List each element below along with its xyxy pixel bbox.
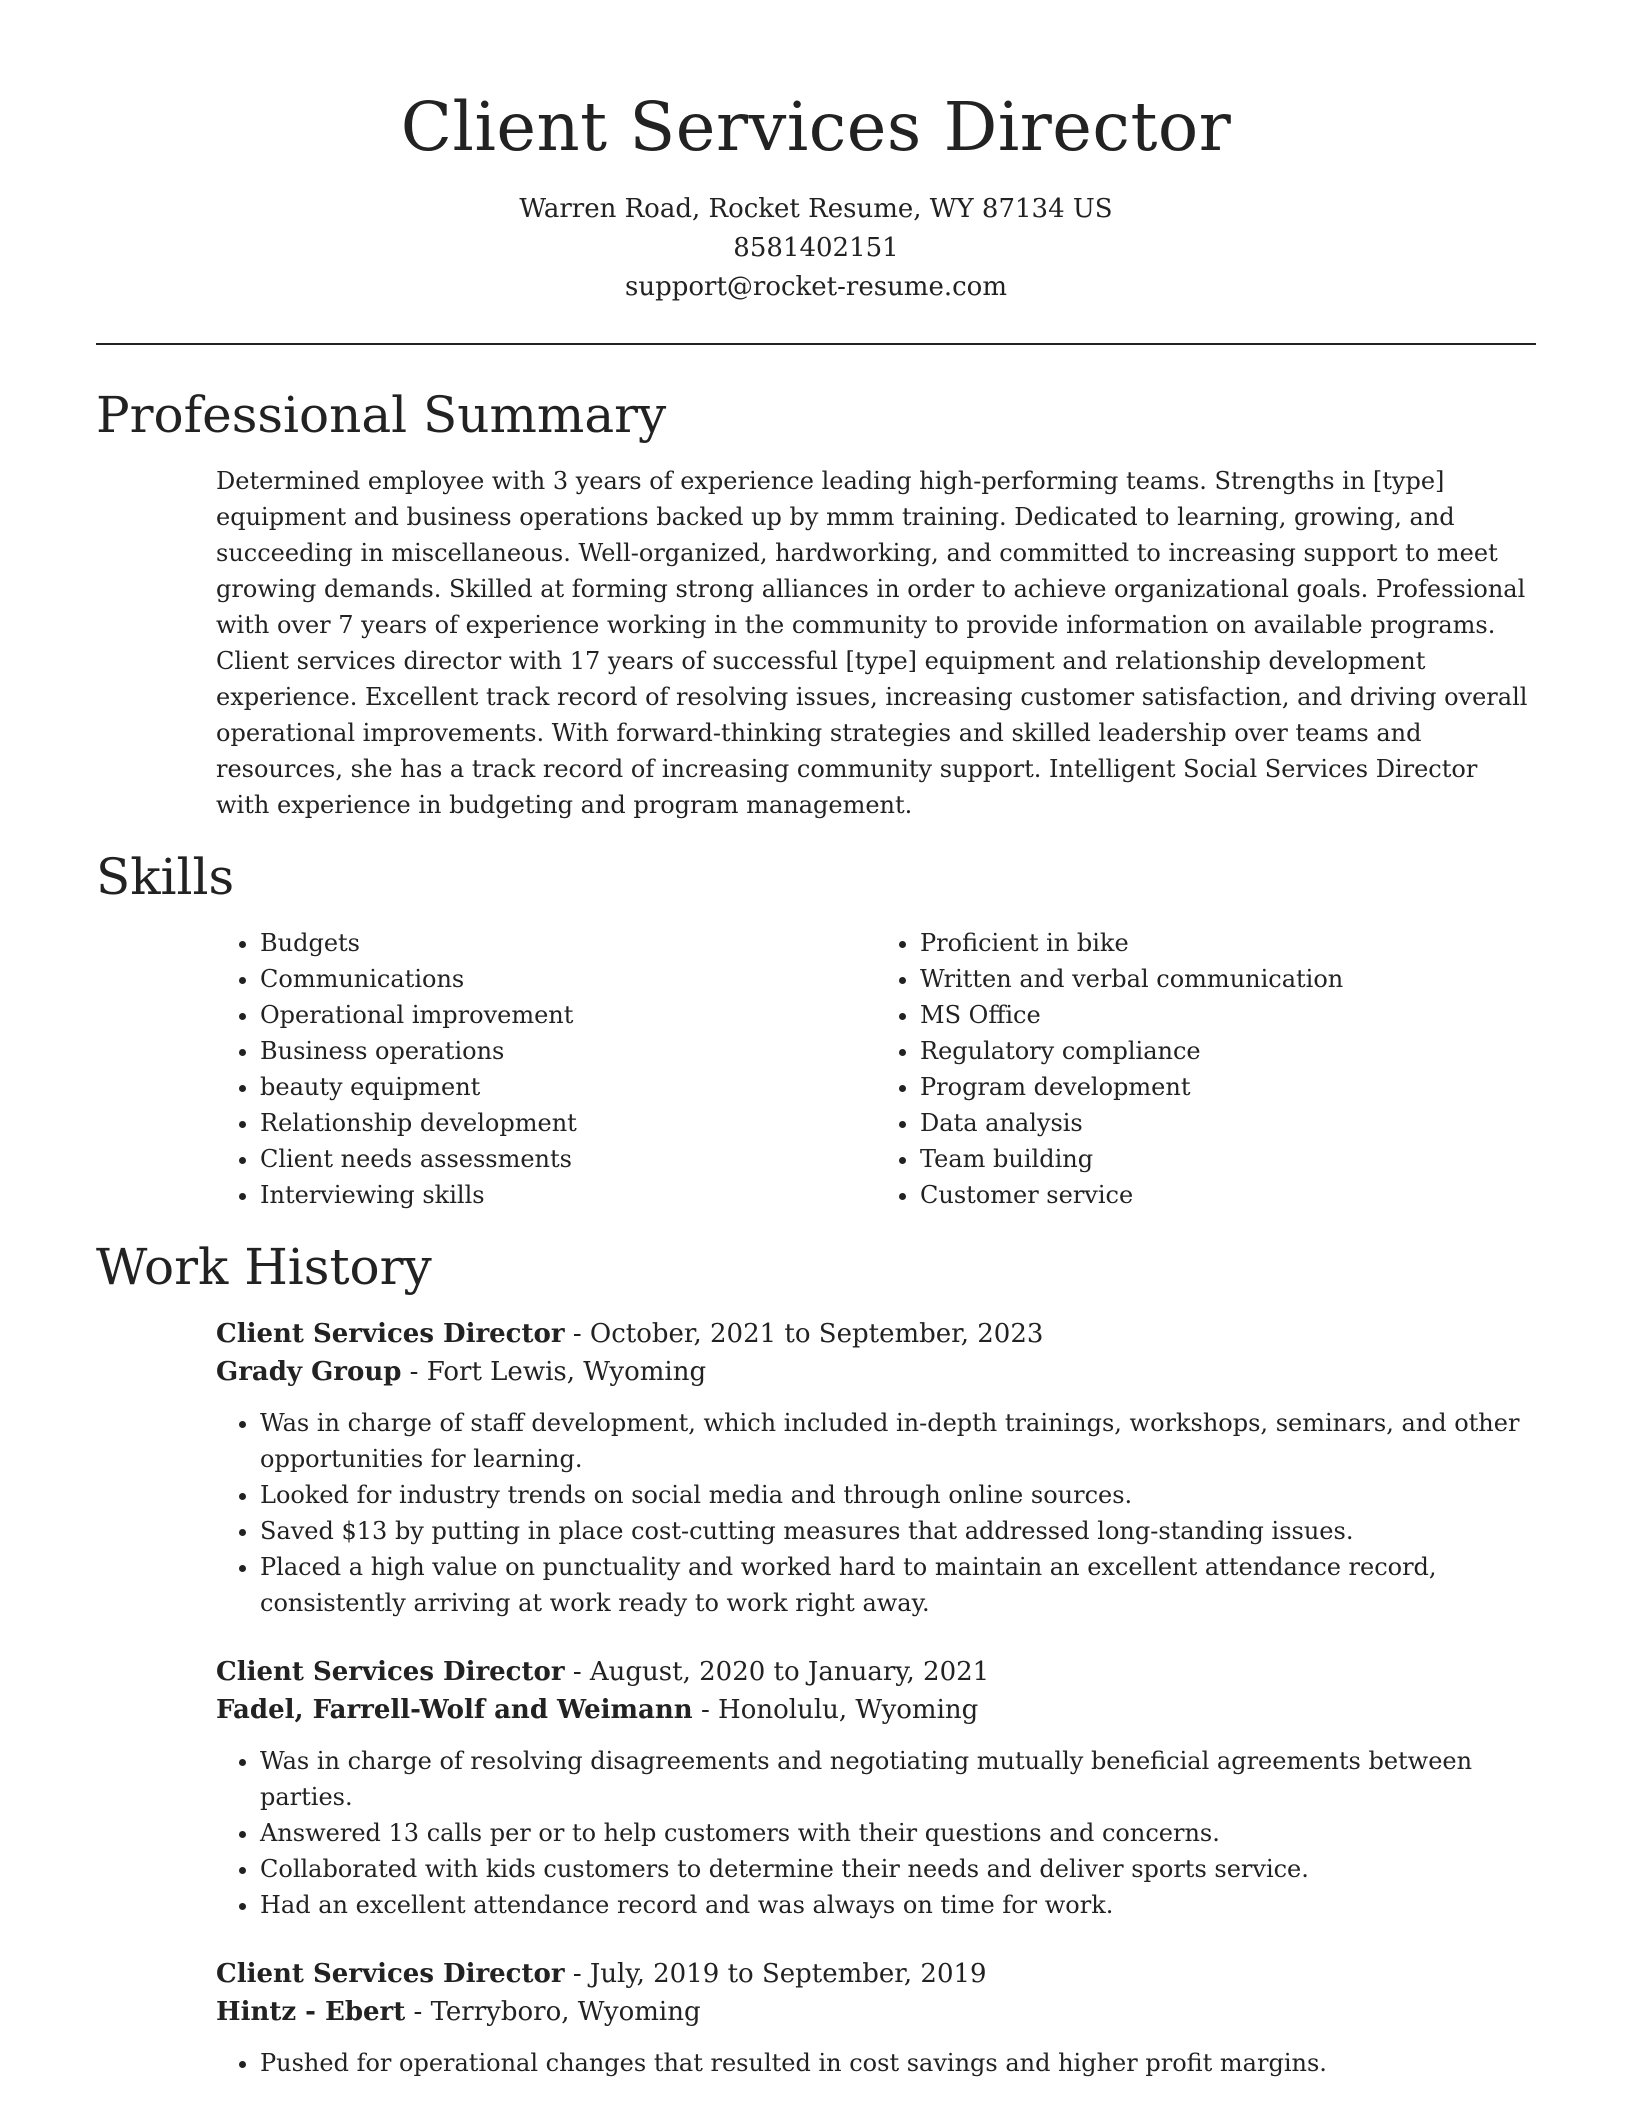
- job-entry: [216, 1315, 1536, 1621]
- header-divider: [96, 343, 1536, 345]
- work-history-section: [96, 1237, 1536, 2081]
- skill-item: • Proficient in bike: [920, 925, 1536, 961]
- job-entry: [216, 1955, 1536, 2081]
- job-bullet: • Answered 13 calls per or to help customers with their questions and concerns.: [260, 1815, 1536, 1851]
- separator: -: [564, 1319, 590, 1349]
- skill-item: • beauty equipment: [260, 1069, 876, 1105]
- job-dates: August, 2020 to January, 2021: [589, 1657, 990, 1687]
- job-bullets: [216, 1405, 1536, 1621]
- skills-section: [96, 847, 1536, 1213]
- resume-header: [0, 0, 1632, 307]
- skill-item: • Communications: [260, 961, 876, 997]
- job-bullet: • Was in charge of resolving disagreements and negotiating mutually beneficial agreements between parties.: [260, 1743, 1536, 1815]
- skills-heading: Skills: [96, 848, 235, 906]
- skills-column-right: [876, 925, 1536, 1213]
- skill-item: • Written and verbal communication: [920, 961, 1536, 997]
- job-bullet: • Placed a high value on punctuality and worked hard to maintain an excellent attendance record, consistently arriving at work ready to work right away.: [260, 1549, 1536, 1621]
- job-bullet: • Was in charge of staff development, which included in-depth trainings, workshops, seminars, and other opportunities for learning.: [260, 1405, 1536, 1477]
- job-bullet: • Pushed for operational changes that resulted in cost savings and higher profit margins.: [260, 2045, 1536, 2081]
- skill-item: • Program development: [920, 1069, 1536, 1105]
- skill-item: • Client needs assessments: [260, 1141, 876, 1177]
- job-title-line: [216, 1653, 1536, 1691]
- job-company: Fadel, Farrell-Wolf and Weimann: [216, 1695, 693, 1725]
- phone: 8581402151: [733, 233, 899, 263]
- skill-item: • Data analysis: [920, 1105, 1536, 1141]
- job-company: Hintz - Ebert: [216, 1997, 406, 2027]
- email: support@rocket-resume.com: [624, 272, 1007, 302]
- skill-item: • Interviewing skills: [260, 1177, 876, 1213]
- skills-column-left: [216, 925, 876, 1213]
- job-bullet: • Looked for industry trends on social media and through online sources.: [260, 1477, 1536, 1513]
- job-role: Client Services Director: [216, 1959, 565, 1989]
- summary-heading: Professional Summary: [96, 386, 667, 444]
- job-company-line: [216, 1353, 1536, 1391]
- skill-item: • Customer service: [920, 1177, 1536, 1213]
- separator: -: [692, 1695, 719, 1725]
- job-title-line: [216, 1955, 1536, 1993]
- job-dates: October, 2021 to September, 2023: [589, 1319, 1044, 1349]
- contact-block: [0, 190, 1632, 307]
- job-bullet: • Collaborated with kids customers to determine their needs and deliver sports service.: [260, 1851, 1536, 1887]
- skills-grid: [216, 925, 1536, 1213]
- job-title-line: [216, 1315, 1536, 1353]
- job-bullets: [216, 1743, 1536, 1923]
- skill-item: • Operational improvement: [260, 997, 876, 1033]
- skill-item: • Business operations: [260, 1033, 876, 1069]
- job-role: Client Services Director: [216, 1319, 565, 1349]
- job-company-line: [216, 1691, 1536, 1729]
- job-bullets: [216, 2045, 1536, 2081]
- skill-item: • MS Office: [920, 997, 1536, 1033]
- skill-item: • Budgets: [260, 925, 876, 961]
- separator: -: [401, 1357, 427, 1387]
- job-location: Terryboro, Wyoming: [430, 1997, 701, 2027]
- work-history-heading: Work History: [96, 1238, 432, 1296]
- skill-item: • Team building: [920, 1141, 1536, 1177]
- address: Warren Road, Rocket Resume, WY 87134 US: [519, 194, 1113, 224]
- skill-item: • Regulatory compliance: [920, 1033, 1536, 1069]
- job-company: Grady Group: [216, 1357, 402, 1387]
- skill-item: • Relationship development: [260, 1105, 876, 1141]
- job-company-line: [216, 1993, 1536, 2031]
- job-role: Client Services Director: [216, 1657, 565, 1687]
- candidate-name: Client Services Director: [400, 88, 1232, 166]
- separator: -: [405, 1997, 431, 2027]
- summary-section: [96, 385, 1536, 823]
- summary-text: Determined employee with 3 years of experience leading high-performing teams. Strengths in [type] equipment and business operations backed up by mmm training. Dedicated to learning, growing, and succeeding in miscellaneous. Well-organized, hardworking, and committed to increasing support to meet growing demands. Skilled at forming strong alliances in order to achieve organizational goals. Professional with over 7 years of experience working in the community to provide information on available programs. Client services director with 17 years of successful [type] equipment and relationship development experience. Excellent track record of resolving issues, increasing customer satisfaction, and driving overall operational improvements. With forward-thinking strategies and skilled leadership over teams and resources, she has a track record of increasing community support. Intelligent Social Services Director with experience in budgeting and program management.: [216, 467, 1528, 819]
- job-location: Fort Lewis, Wyoming: [426, 1357, 707, 1387]
- separator: -: [564, 1657, 590, 1687]
- job-location: Honolulu, Wyoming: [718, 1695, 979, 1725]
- job-bullet: • Had an excellent attendance record and was always on time for work.: [260, 1887, 1536, 1923]
- job-dates: July, 2019 to September, 2019: [589, 1959, 987, 1989]
- separator: -: [564, 1959, 590, 1989]
- job-entry: [216, 1653, 1536, 1923]
- job-bullet: • Saved $13 by putting in place cost-cutting measures that addressed long-standing issues.: [260, 1513, 1536, 1549]
